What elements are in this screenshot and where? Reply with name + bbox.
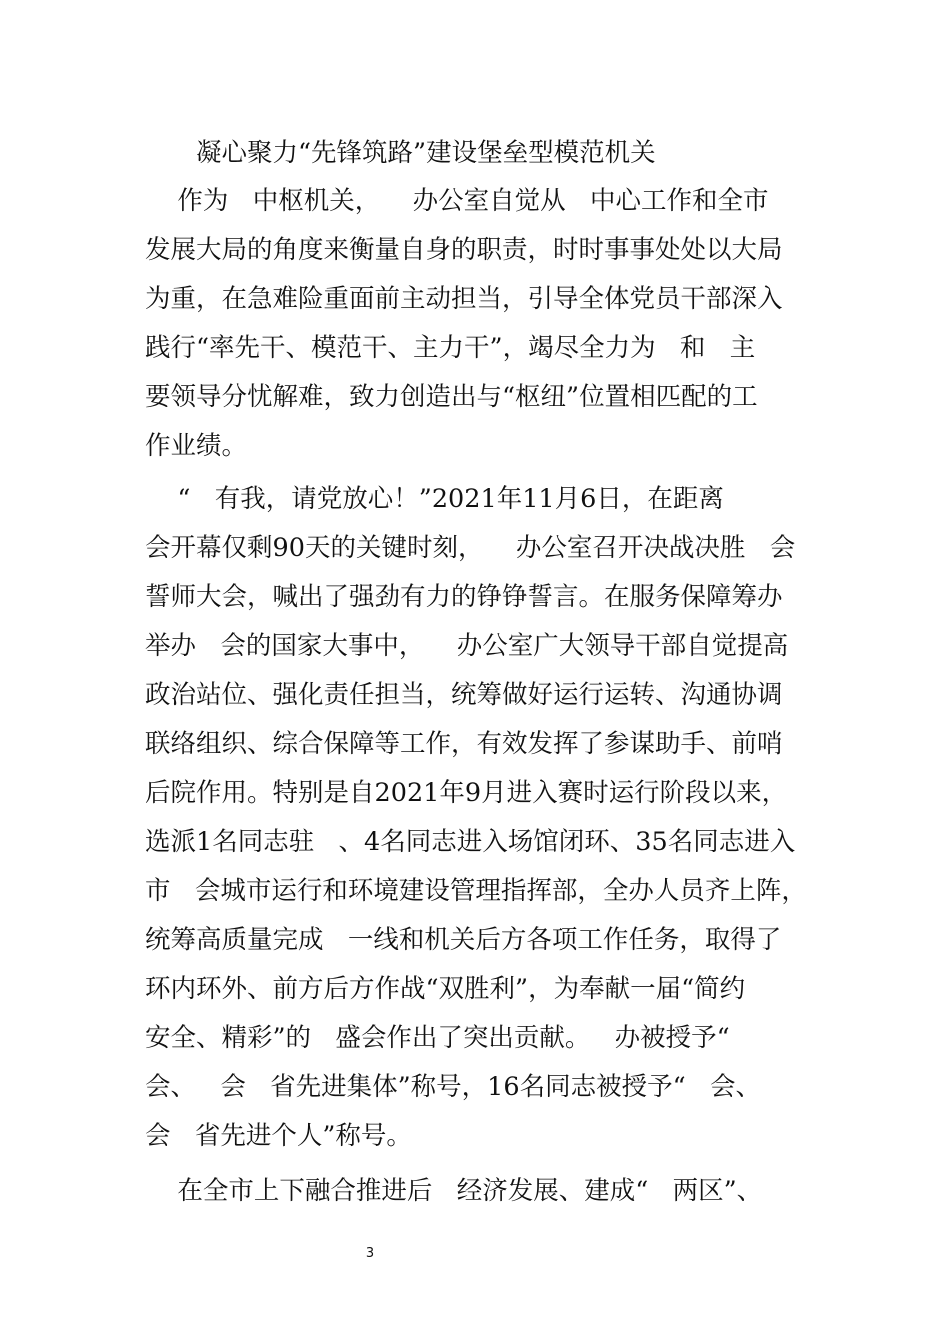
- text-line: 会、 会 省先进集体”称号，16名同志被授予“ 会、: [145, 1072, 761, 1102]
- text-line: 联络组织、综合保障等工作，有效发挥了参谋助手、前哨: [145, 729, 783, 759]
- text-line: 会 省先进个人”称号。: [145, 1121, 412, 1151]
- text-line: 后院作用。特别是自2021年9月进入赛时运行阶段以来，: [145, 778, 788, 808]
- text-line: 誓师大会，喊出了强劲有力的铮铮誓言。在服务保障筹办: [145, 582, 783, 612]
- text-line: 会开幕仅剩90天的关键时刻， 办公室召开决战决胜 会: [145, 533, 796, 563]
- text-line: 作为 中枢机关， 办公室自觉从 中心工作和全市: [145, 186, 769, 216]
- text-line: 作业绩。: [145, 431, 248, 461]
- text-line: 环内环外、前方后方作战“双胜利”，为奉献一届“简约: [145, 974, 746, 1004]
- text-line: 践行“率先干、模范干、主力干”，竭尽全力为 和 主: [145, 333, 756, 363]
- text-line: 统筹高质量完成 一线和机关后方各项工作任务，取得了: [145, 925, 782, 955]
- text-line: 举办 会的国家大事中， 办公室广大领导干部自觉提高: [145, 631, 789, 661]
- page-number: 3: [365, 1246, 375, 1261]
- text-line: 安全、精彩”的 盛会作出了突出贡献。 办被授予“: [145, 1023, 730, 1053]
- document-title: 凝心聚力“先锋筑路”建设堡垒型模范机关: [196, 138, 656, 168]
- text-line: 在全市上下融合推进后 经济发展、建成“ 两区”、: [145, 1176, 763, 1206]
- text-line: 为重，在急难险重面前主动担当，引导全体党员干部深入: [145, 284, 783, 314]
- text-line: 市 会城市运行和环境建设管理指挥部，全办人员齐上阵，: [145, 876, 807, 906]
- text-line: 政治站位、强化责任担当，统筹做好运行运转、沟通协调: [145, 680, 783, 710]
- text-line: 要领导分忧解难，致力创造出与“枢纽”位置相匹配的工: [145, 382, 758, 412]
- text-line: 发展大局的角度来衡量自身的职责，时时事事处处以大局: [145, 235, 783, 265]
- text-line: 选派1名同志驻 、4名同志进入场馆闭环、35名同志进入: [145, 827, 796, 857]
- text-line: “ 有我，请党放心！”2021年11月6日，在距离: [145, 484, 724, 514]
